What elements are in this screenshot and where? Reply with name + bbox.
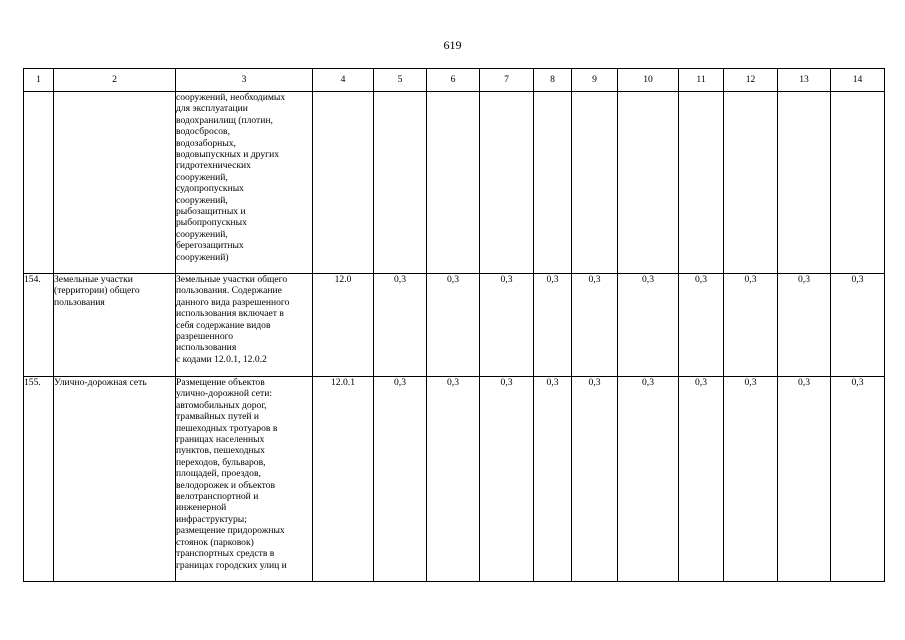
row-description: Размещение объектов улично-дорожной сети: автомобильных дорог, трамвайных путей и пешеходных тротуаров в границах населенных пунктов, пешеходных переходов, бульваров, площадей, проездов, велодорожек и объектов велотранспортной и инженерной инфраструктуры; размещение придорожных стоянок (парковок) транспортных средств в границах городских улиц и [176, 377, 313, 582]
row-number [24, 92, 54, 274]
row-value [831, 92, 885, 274]
row-code: 12.0.1 [313, 377, 374, 582]
row-value [618, 92, 679, 274]
row-value: 0,3 [679, 274, 724, 377]
column-header: 4 [313, 69, 374, 92]
row-value: 0,3 [480, 274, 534, 377]
row-name [54, 92, 176, 274]
table-row [24, 377, 885, 582]
row-value: 0,3 [427, 377, 480, 582]
row-value: 0,3 [618, 274, 679, 377]
row-code: 12.0 [313, 274, 374, 377]
header-row [24, 69, 885, 92]
row-value: 0,3 [534, 274, 572, 377]
row-value [427, 92, 480, 274]
row-value: 0,3 [679, 377, 724, 582]
row-value: 0,3 [618, 377, 679, 582]
column-header: 14 [831, 69, 885, 92]
table-row [24, 274, 885, 377]
column-header: 6 [427, 69, 480, 92]
row-value [572, 92, 618, 274]
row-description: Земельные участки общего пользования. Содержание данного вида разрешенного использования включает в себя содержание видов разрешенного использования с кодами 12.0.1, 12.0.2 [176, 274, 313, 377]
column-header: 2 [54, 69, 176, 92]
row-name: Улично-дорожная сеть [54, 377, 176, 582]
table-row [24, 92, 885, 274]
row-number: 155. [24, 377, 54, 582]
row-value: 0,3 [572, 377, 618, 582]
row-value [534, 92, 572, 274]
row-value [778, 92, 831, 274]
column-header: 11 [679, 69, 724, 92]
column-header: 7 [480, 69, 534, 92]
row-value: 0,3 [427, 274, 480, 377]
column-header: 9 [572, 69, 618, 92]
column-header: 5 [374, 69, 427, 92]
row-value [679, 92, 724, 274]
row-value: 0,3 [831, 274, 885, 377]
column-header: 12 [724, 69, 778, 92]
row-code [313, 92, 374, 274]
row-name: Земельные участки (территории) общего пользования [54, 274, 176, 377]
land-use-table [23, 68, 885, 582]
column-header: 13 [778, 69, 831, 92]
row-value: 0,3 [480, 377, 534, 582]
row-value [724, 92, 778, 274]
row-value: 0,3 [778, 274, 831, 377]
row-value: 0,3 [374, 274, 427, 377]
row-value: 0,3 [572, 274, 618, 377]
column-header: 3 [176, 69, 313, 92]
column-header: 8 [534, 69, 572, 92]
row-value: 0,3 [724, 377, 778, 582]
row-value: 0,3 [831, 377, 885, 582]
row-description: сооружений, необходимых для эксплуатации водохранилищ (плотин, водосбросов, водозаборных, водовыпускных и других гидротехнических сооружений, судопропускных сооружений, рыбозащитных и рыбопропускных сооружений, берегозащитных сооружений) [176, 92, 313, 274]
column-header: 1 [24, 69, 54, 92]
row-value: 0,3 [778, 377, 831, 582]
row-value: 0,3 [534, 377, 572, 582]
row-value: 0,3 [374, 377, 427, 582]
row-value [480, 92, 534, 274]
row-number: 154. [24, 274, 54, 377]
row-value: 0,3 [724, 274, 778, 377]
page-number: 619 [443, 38, 462, 52]
column-header: 10 [618, 69, 679, 92]
row-value [374, 92, 427, 274]
